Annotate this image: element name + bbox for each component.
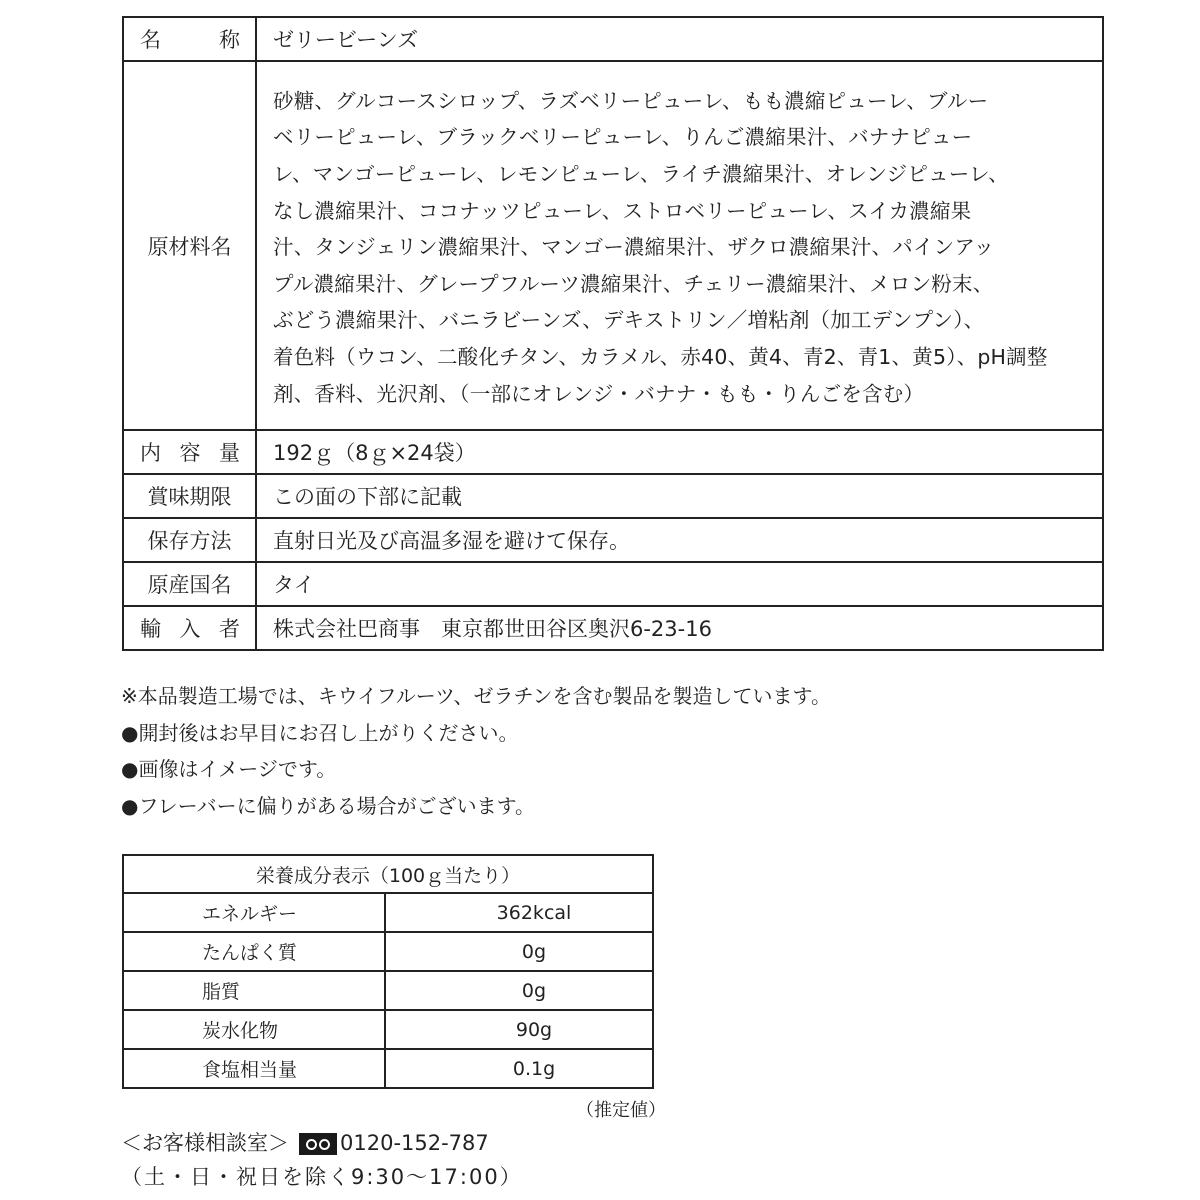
nutrient-name: 脂質 — [123, 971, 385, 1010]
ingredients-line: 着色料（ウコン、二酸化チタン、カラメル、赤40、黄4、青2、青1、黄5）、pH調整 — [273, 344, 1048, 369]
row-label: 賞味期限 — [123, 474, 256, 518]
nutrition-row — [123, 971, 653, 1010]
row-label: 原材料名 — [123, 61, 256, 430]
nutrient-name: たんぱく質 — [123, 932, 385, 971]
country-of-origin: タイ — [256, 562, 1103, 606]
ingredients-line: 汁、タンジェリン濃縮果汁、マンゴー濃縮果汁、ザクロ濃縮果汁、パインアッ — [273, 235, 995, 260]
nutrient-name: 炭水化物 — [123, 1010, 385, 1049]
table-row-storage — [123, 518, 1103, 562]
row-label: 輸入者 — [123, 606, 256, 650]
product-name: ゼリービーンズ — [256, 17, 1103, 61]
note-item: ●フレーバーに偏りがある場合がございます。 — [121, 793, 536, 818]
ingredients-line: プル濃縮果汁、グレープフルーツ濃縮果汁、チェリー濃縮果汁、メロン粉末、 — [273, 271, 994, 296]
nutrient-name: エネルギー — [123, 893, 385, 932]
storage-method: 直射日光及び高温多湿を避けて保存。 — [256, 518, 1103, 562]
ingredients-line: 剤、香料、光沢剤、（一部にオレンジ・バナナ・もも・りんごを含む） — [273, 381, 925, 406]
nutrition-title: 栄養成分表示（100ｇ当たり） — [123, 855, 653, 893]
ingredients-line: ぶどう濃縮果汁、バニラビーンズ、デキストリン／増粘剤（加工デンプン）、 — [273, 308, 985, 333]
nutrition-table — [122, 854, 654, 1089]
ingredients-text — [273, 79, 1086, 412]
nutrition-row — [123, 1010, 653, 1049]
estimate-note: （推定値） — [576, 1100, 666, 1121]
contact-label: ＜お客様相談室＞ — [121, 1131, 289, 1155]
content-amount: 192ｇ（8ｇ×24袋） — [256, 430, 1103, 474]
ingredients-line: なし濃縮果汁、ココナッツピューレ、ストロベリーピューレ、スイカ濃縮果 — [273, 198, 972, 223]
row-label: 内容量 — [123, 430, 256, 474]
row-label: 名 称 — [123, 17, 256, 61]
note-allergen: ※本品製造工場では、キウイフルーツ、ゼラチンを含む製品を製造しています。 — [121, 684, 831, 708]
nutrient-value: 0g — [385, 932, 653, 971]
contact-phone[interactable]: 0120-152-787 — [340, 1131, 489, 1155]
ingredients-line: ベリーピューレ、ブラックベリーピューレ、りんご濃縮果汁、バナナピュー — [273, 125, 973, 150]
nutrition-header — [123, 855, 653, 893]
customer-contact — [121, 1126, 523, 1194]
nutrient-value: 90g — [385, 1010, 653, 1049]
product-info-table — [122, 16, 1104, 651]
ingredients-line: 砂糖、グルコースシロップ、ラズベリーピューレ、もも濃縮ピューレ、ブルー — [273, 88, 989, 113]
contact-line — [121, 1126, 523, 1160]
table-row-importer — [123, 606, 1103, 650]
row-label: 保存方法 — [123, 518, 256, 562]
row-label: 原産国名 — [123, 562, 256, 606]
nutrition-row — [123, 1049, 653, 1088]
table-row-ingredients — [123, 61, 1103, 430]
table-row-name — [123, 17, 1103, 61]
nutrient-value: 362kcal — [385, 893, 653, 932]
ingredients-line: レ、マンゴーピューレ、レモンピューレ、ライチ濃縮果汁、オレンジピューレ、 — [273, 162, 1009, 187]
table-row-origin — [123, 562, 1103, 606]
best-before: この面の下部に記載 — [256, 474, 1103, 518]
ingredients-cell — [256, 61, 1103, 430]
note-item: ●画像はイメージです。 — [121, 757, 337, 781]
nutrient-name: 食塩相当量 — [123, 1049, 385, 1088]
note-item: ●開封後はお早目にお召し上がりください。 — [121, 720, 519, 745]
freedial-icon — [299, 1133, 337, 1155]
nutrient-value: 0g — [385, 971, 653, 1010]
nutrition-row — [123, 932, 653, 971]
nutrient-value: 0.1g — [385, 1049, 653, 1088]
nutrition-row — [123, 893, 653, 932]
table-row-content-amount — [123, 430, 1103, 474]
notes — [121, 678, 831, 824]
importer: 株式会社巴商事 東京都世田谷区奥沢6-23-16 — [256, 606, 1103, 650]
contact-hours: （土・日・祝日を除く9:30〜17:00） — [121, 1165, 523, 1189]
table-row-best-before — [123, 474, 1103, 518]
